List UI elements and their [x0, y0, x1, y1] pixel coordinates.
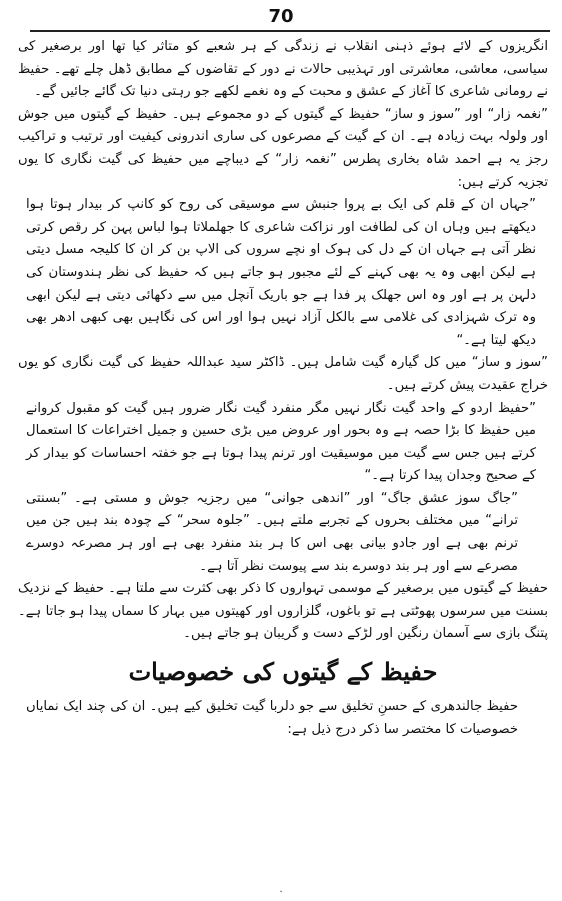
footer-mark: ۰ [278, 886, 284, 897]
paragraph-soz-o-saz: ”سوز و ساز“ میں کل گیارہ گیت شامل ہیں۔ ڈاکٹر سید عبداللہ حفیظ کی گیت نگاری کو یوں خراج عقیدت پیش کرتے ہیں۔ [18, 355, 548, 393]
paragraph-festivals: حفیظ کے گیتوں میں برصغیر کے موسمی تہواروں کا ذکر بھی کثرت سے ملتا ہے۔ حفیظ کے نزدیک بسنت میں سرسوں پھوٹتی ہے تو باغوں، گلزاروں اور کھیتوں میں بہار کا سماں پیدا ہو جاتا ہے۔ پتنگ بازی سے آسمان رنگین اور لڑکے دست و گریبان ہو جاتے ہیں۔ [18, 581, 548, 642]
quote-abdullah: ”حفیظ اردو کے واحد گیت نگار نہیں مگر منفرد گیت نگار ضرور ہیں گیت کو مقبول کروانے میں حفیظ کا بڑا حصہ ہے وہ بحور اور عروض میں بڑی حسین و جمیل اختراعات کا استعمال کرتے ہیں جس سے گیت میں موسیقیت اور ترنم پیدا ہوتا ہے جو خفتہ احساسات کو بیدار کر کے صحیح وجدان پیدا کرتا ہے۔“ [26, 400, 536, 484]
paragraph-collections: ”نغمہ زار“ اور ”سوز و ساز“ حفیظ کے گیتوں کے دو مجموعے ہیں۔ حفیظ کے گیتوں میں جوش اور ولولہ بہت زیادہ ہے۔ ان کے گیت کے مصرعوں کی ساری اندرونی کیفیت اور ترتیب و تراکیب رجز یہ ہے احمد شاہ بخاری پطرس ”نغمہ زار“ کے دیباچے میں حفیظ کی گیت نگاری کا یوں تجزیہ کرتے ہیں: [18, 106, 548, 190]
paragraph-closing: حفیظ جالندھری کے حسنِ تخلیق سے جو دلربا گیت تخلیق کیے ہیں۔ ان کی چند ایک نمایاں خصوصیات کا مختصر سا ذکر درج ذیل ہے: [26, 699, 518, 737]
page-number: 70 [268, 6, 294, 27]
page-body [18, 36, 548, 741]
paragraph-jaag-soz: ”جاگ سوز عشق جاگ“ اور ”اندھی جوانی“ میں رجزیہ جوش و مستی ہے۔ ”بسنتی ترانے“ میں مختلف بحروں کے تجربے ملتے ہیں۔ ”جلوہ سحر“ کے چودہ بند ہیں جن میں ترنم بھی ہے اور جادو بیانی بھی اس کا ہر بند منفرد بھی ہے اور ہر مصرعہ دوسرے مصرعے سے اور ہر بند دوسرے بند سے پیوست نظر آتا ہے۔ [26, 490, 518, 574]
paragraph-intro: انگریزوں کے لائے ہوئے ذہنی انقلاب نے زندگی کے ہر شعبے کو متاثر کیا تھا اور برصغیر کی سیاسی، معاشی، معاشرتی اور تہذیبی حالات نے دور کے تقاضوں کے مطابق ڈھل چلے تھے۔ حفیظ نے رومانی شاعری کا آغاز کے عشق و محبت کے وہ نغمے لکھے جو رہتی دنیا تک گائے جائیں گے۔ [18, 39, 548, 100]
section-heading: حفیظ کے گیتوں کی خصوصیات [128, 657, 438, 687]
top-rule [30, 30, 550, 32]
quote-patras: ”جہاں ان کے قلم کی ایک بے پروا جنبش سے موسیقی کی روح کو کانپ کر بیدار ہوتا ہوا دیکھتے ہیں وہاں ان کی لطافت اور نزاکت شاعری کا جھلملاتا ہوا لباس پہن کر رقص کرتی نظر آتی ہے جہاں ان کے دل کی ہوک او نچے سروں کی الاپ بن کر ان کا کلیجہ مسل دیتی ہے لیکن ابھی وہ یہ بھی کہنے کے لئے مجبور ہو جاتے ہیں کہ حفیظ کی نظر ہندوستان کی دلہن پر ہے اور وہ اس جھلک پر فدا ہے جو باریک آنچل میں سے دکھائی دیتی ہے لیکن ابھی وہ ترک شہزادی کی غلامی سے بالکل آزاد نہیں ہوا اور اس کی نگاہیں بھی کبھی ادھر بھی دیکھ لیتا ہے۔“ [26, 197, 536, 348]
